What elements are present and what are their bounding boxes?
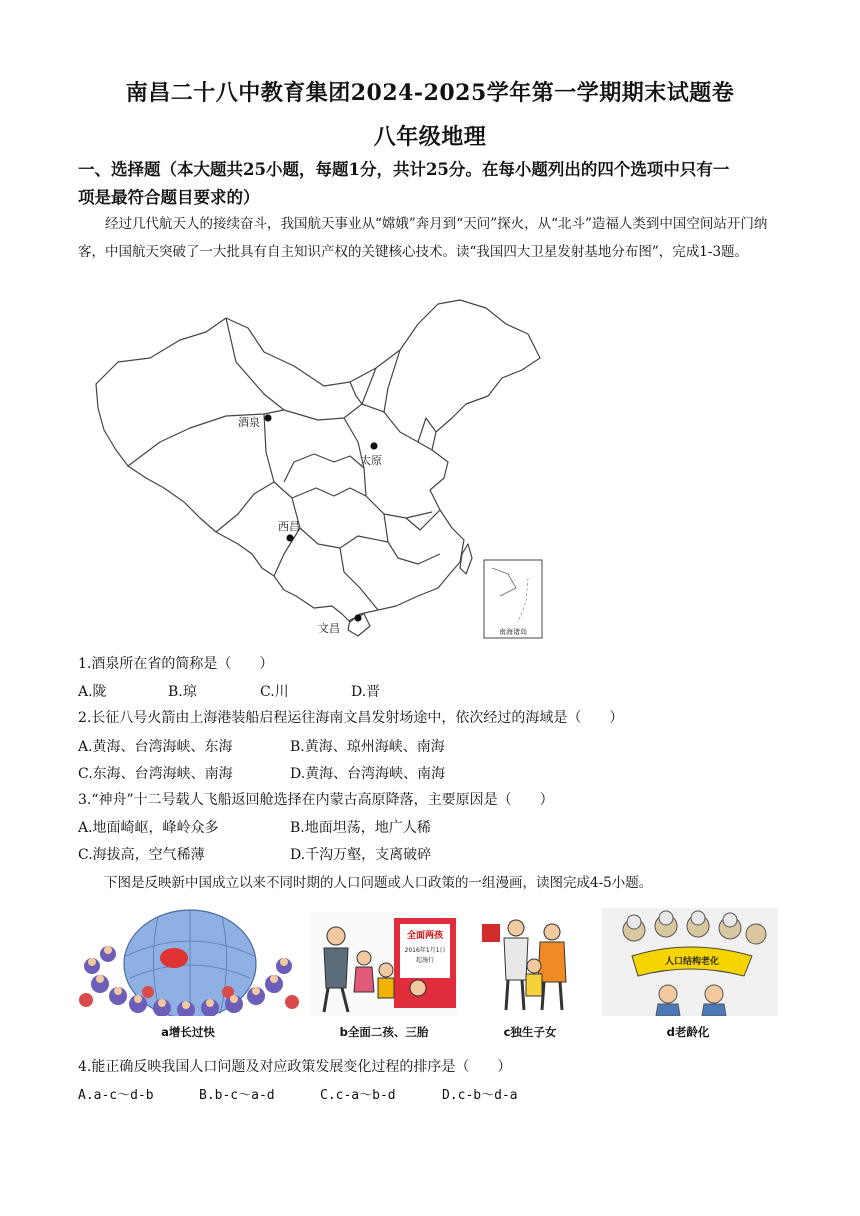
q1-option-b[interactable]: B.琼 [168, 684, 197, 700]
xichang-marker [286, 534, 293, 541]
q4-option-a[interactable]: A.a-c～d-b [78, 1088, 154, 1103]
comic-b-caption: b全面二孩、三胎 [339, 1025, 429, 1039]
jiuquan-marker [264, 414, 271, 421]
section-heading [78, 156, 798, 212]
q4-option-d[interactable]: D.c-b～d-a [442, 1088, 518, 1103]
comic-b-sign-date: 2016年1月1日 [404, 947, 446, 954]
question-4-options [78, 1084, 798, 1106]
q4-option-c[interactable]: C.c-a～b-d [320, 1088, 396, 1103]
question-4-stem: 4.能正确反映我国人口问题及对应政策发展变化过程的排序是（ ） [78, 1059, 512, 1075]
q2-option-c[interactable]: C.东海、台湾海峡、南海 [78, 766, 233, 782]
comic-a-caption: a增长过快 [161, 1025, 215, 1039]
jiuquan-label: 酒泉 [238, 416, 260, 429]
satellite-base-map [88, 292, 558, 642]
q2-option-b[interactable]: B.黄海、琼州海峡、南海 [290, 739, 445, 755]
section-heading-line1: 一、选择题（本大题共25小题，每题1分，共计25分。在每小题列出的四个选项中只有一 [78, 160, 730, 179]
comic-a-image [78, 906, 300, 1016]
comic-b-image [310, 912, 458, 1016]
q1-option-d[interactable]: D.晋 [351, 684, 381, 700]
comic-c-caption: c独生子女 [503, 1025, 557, 1039]
question-3-stem: 3.“神舟”十二号载人飞船返回舱选择在内蒙古高原降落，主要原因是（ ） [78, 792, 554, 808]
question-2-options-row1 [78, 736, 798, 758]
comic-d-image [602, 908, 778, 1016]
q2-option-d[interactable]: D.黄海、台湾海峡、南海 [290, 766, 446, 782]
q3-option-a[interactable]: A.地面崎岖，峰岭众多 [78, 820, 219, 836]
china-outline [96, 300, 540, 622]
question-3-options-row1 [78, 817, 798, 839]
intro-paragraph: 经过几代航天人的接续奋斗，我国航天事业从“嫦娥”奔月到“天问”探火，从“北斗”造福人类到中国空间站开门纳客，中国航天突破了一大批具有自主知识产权的关键核心技术。读“我国四大卫星发射基地分布图”，完成1-3题。 [78, 216, 768, 260]
comic-b-sign-note: 起施行 [415, 957, 435, 964]
q3-option-b[interactable]: B.地面坦荡，地广人稀 [290, 820, 431, 836]
wenchang-marker [354, 614, 361, 621]
comic-d-caption: d老龄化 [666, 1025, 710, 1039]
question-1-stem: 1.酒泉所在省的简称是（ ） [78, 656, 274, 672]
inset-label: 南海诸岛 [499, 628, 527, 636]
q2-option-a[interactable]: A.黄海、台湾海峡、东海 [78, 739, 233, 755]
comic-intro: 下图是反映新中国成立以来不同时期的人口问题或人口政策的一组漫画，读图完成4-5小题。 [104, 875, 653, 891]
q1-option-a[interactable]: A.陇 [78, 684, 107, 700]
q4-option-b[interactable]: B.b-c～a-d [199, 1088, 275, 1103]
south-sea-inset [484, 560, 542, 638]
q3-option-d[interactable]: D.千沟万壑，支离破碎 [290, 847, 432, 863]
exam-title: 南昌二十八中教育集团2024-2025学年第一学期期末试题卷 [125, 80, 735, 106]
comic-b-sign-title: 全面两孩 [406, 931, 444, 941]
q3-option-c[interactable]: C.海拔高，空气稀薄 [78, 847, 205, 863]
comic-strip [78, 904, 778, 1044]
exam-subtitle: 八年级地理 [373, 124, 487, 150]
section-heading-line2: 项是最符合题目要求的） [78, 188, 260, 207]
question-1-options [78, 681, 798, 703]
taiyuan-label: 太原 [360, 454, 382, 467]
comic-c-image [480, 912, 580, 1016]
question-3-options-row2 [78, 844, 798, 866]
question-2-options-row2 [78, 763, 798, 785]
taiwan-island [460, 544, 472, 574]
wenchang-label: 文昌 [318, 622, 340, 635]
xichang-label: 西昌 [278, 520, 300, 533]
comic-d-banner: 人口结构老化 [664, 957, 720, 967]
taiyuan-marker [370, 442, 377, 449]
q1-option-c[interactable]: C.川 [260, 684, 289, 700]
question-2-stem: 2.长征八号火箭由上海港装船启程运往海南文昌发射场途中，依次经过的海域是（ ） [78, 710, 624, 726]
